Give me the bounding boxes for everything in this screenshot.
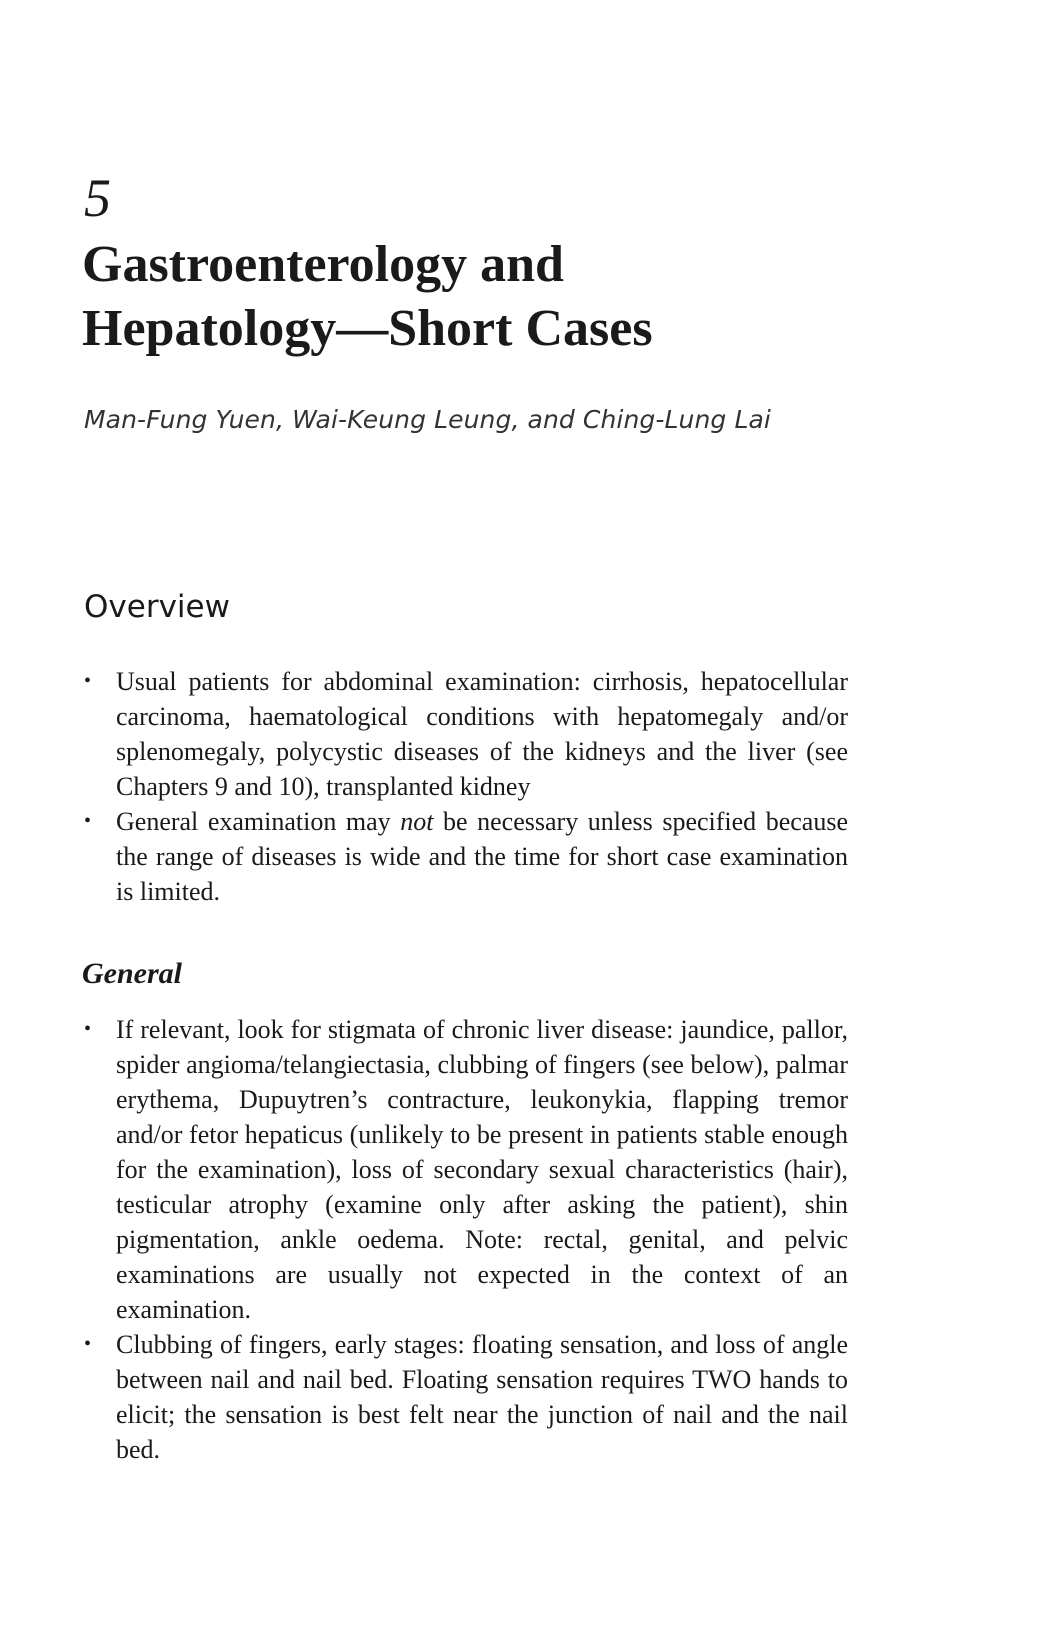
chapter-title-line-2: Hepatology—Short Cases <box>82 300 653 357</box>
list-item <box>84 664 848 804</box>
general-bullet-list <box>84 1012 848 1467</box>
bullet-icon: • <box>84 1018 92 1040</box>
chapter-number: 5 <box>84 168 111 228</box>
subsection-heading-general: General <box>82 957 182 990</box>
chapter-title-line-1: Gastroenterology and <box>82 236 564 293</box>
list-item <box>84 1327 848 1467</box>
bullet-icon: • <box>84 810 92 832</box>
chapter-title <box>82 233 842 361</box>
list-item <box>84 1012 848 1327</box>
list-item-text-before: General examination may <box>116 807 401 836</box>
list-item-text-after: be necessary unless specified because the range of diseases is wide and the time for short case examination is limited. <box>116 807 849 906</box>
list-item-text: Clubbing of fingers, early stages: floating sensation, and loss of angle between nail and nail bed. Floating sensation requires TWO hands to elicit; the sensation is best felt near the junction of nail and the nail bed. <box>116 1330 848 1464</box>
chapter-authors: Man-Fung Yuen, Wai-Keung Leung, and Ching-Lung Lai <box>84 405 771 434</box>
list-item <box>84 804 848 909</box>
bullet-icon: • <box>84 1333 92 1355</box>
list-item-emphasis: not <box>400 807 434 836</box>
bullet-icon: • <box>84 670 92 692</box>
section-heading-overview: Overview <box>84 589 230 625</box>
list-item-text: Usual patients for abdominal examination: cirrhosis, hepatocellular carcinoma, haematological conditions with hepatomegaly and/or splenomegaly, polycystic diseases of the kidneys and the liver (see Chapters 9 and 10), transplanted kidney <box>116 667 848 801</box>
list-item-text: If relevant, look for stigmata of chronic liver disease: jaundice, pallor, spider angioma/telangiectasia, clubbing of fingers (see below), palmar erythema, Dupuytren’s contracture, leukonykia, flapping tremor and/or fetor hepaticus (unlikely to be present in patients stable enough for the examination), loss of secondary sexual characteristics (hair), testicular atrophy (examine only after asking the patient), shin pigmentation, ankle oedema. Note: rectal, genital, and pelvic examinations are usually not expected in the context of an examination. <box>116 1015 848 1324</box>
overview-bullet-list <box>84 664 848 909</box>
